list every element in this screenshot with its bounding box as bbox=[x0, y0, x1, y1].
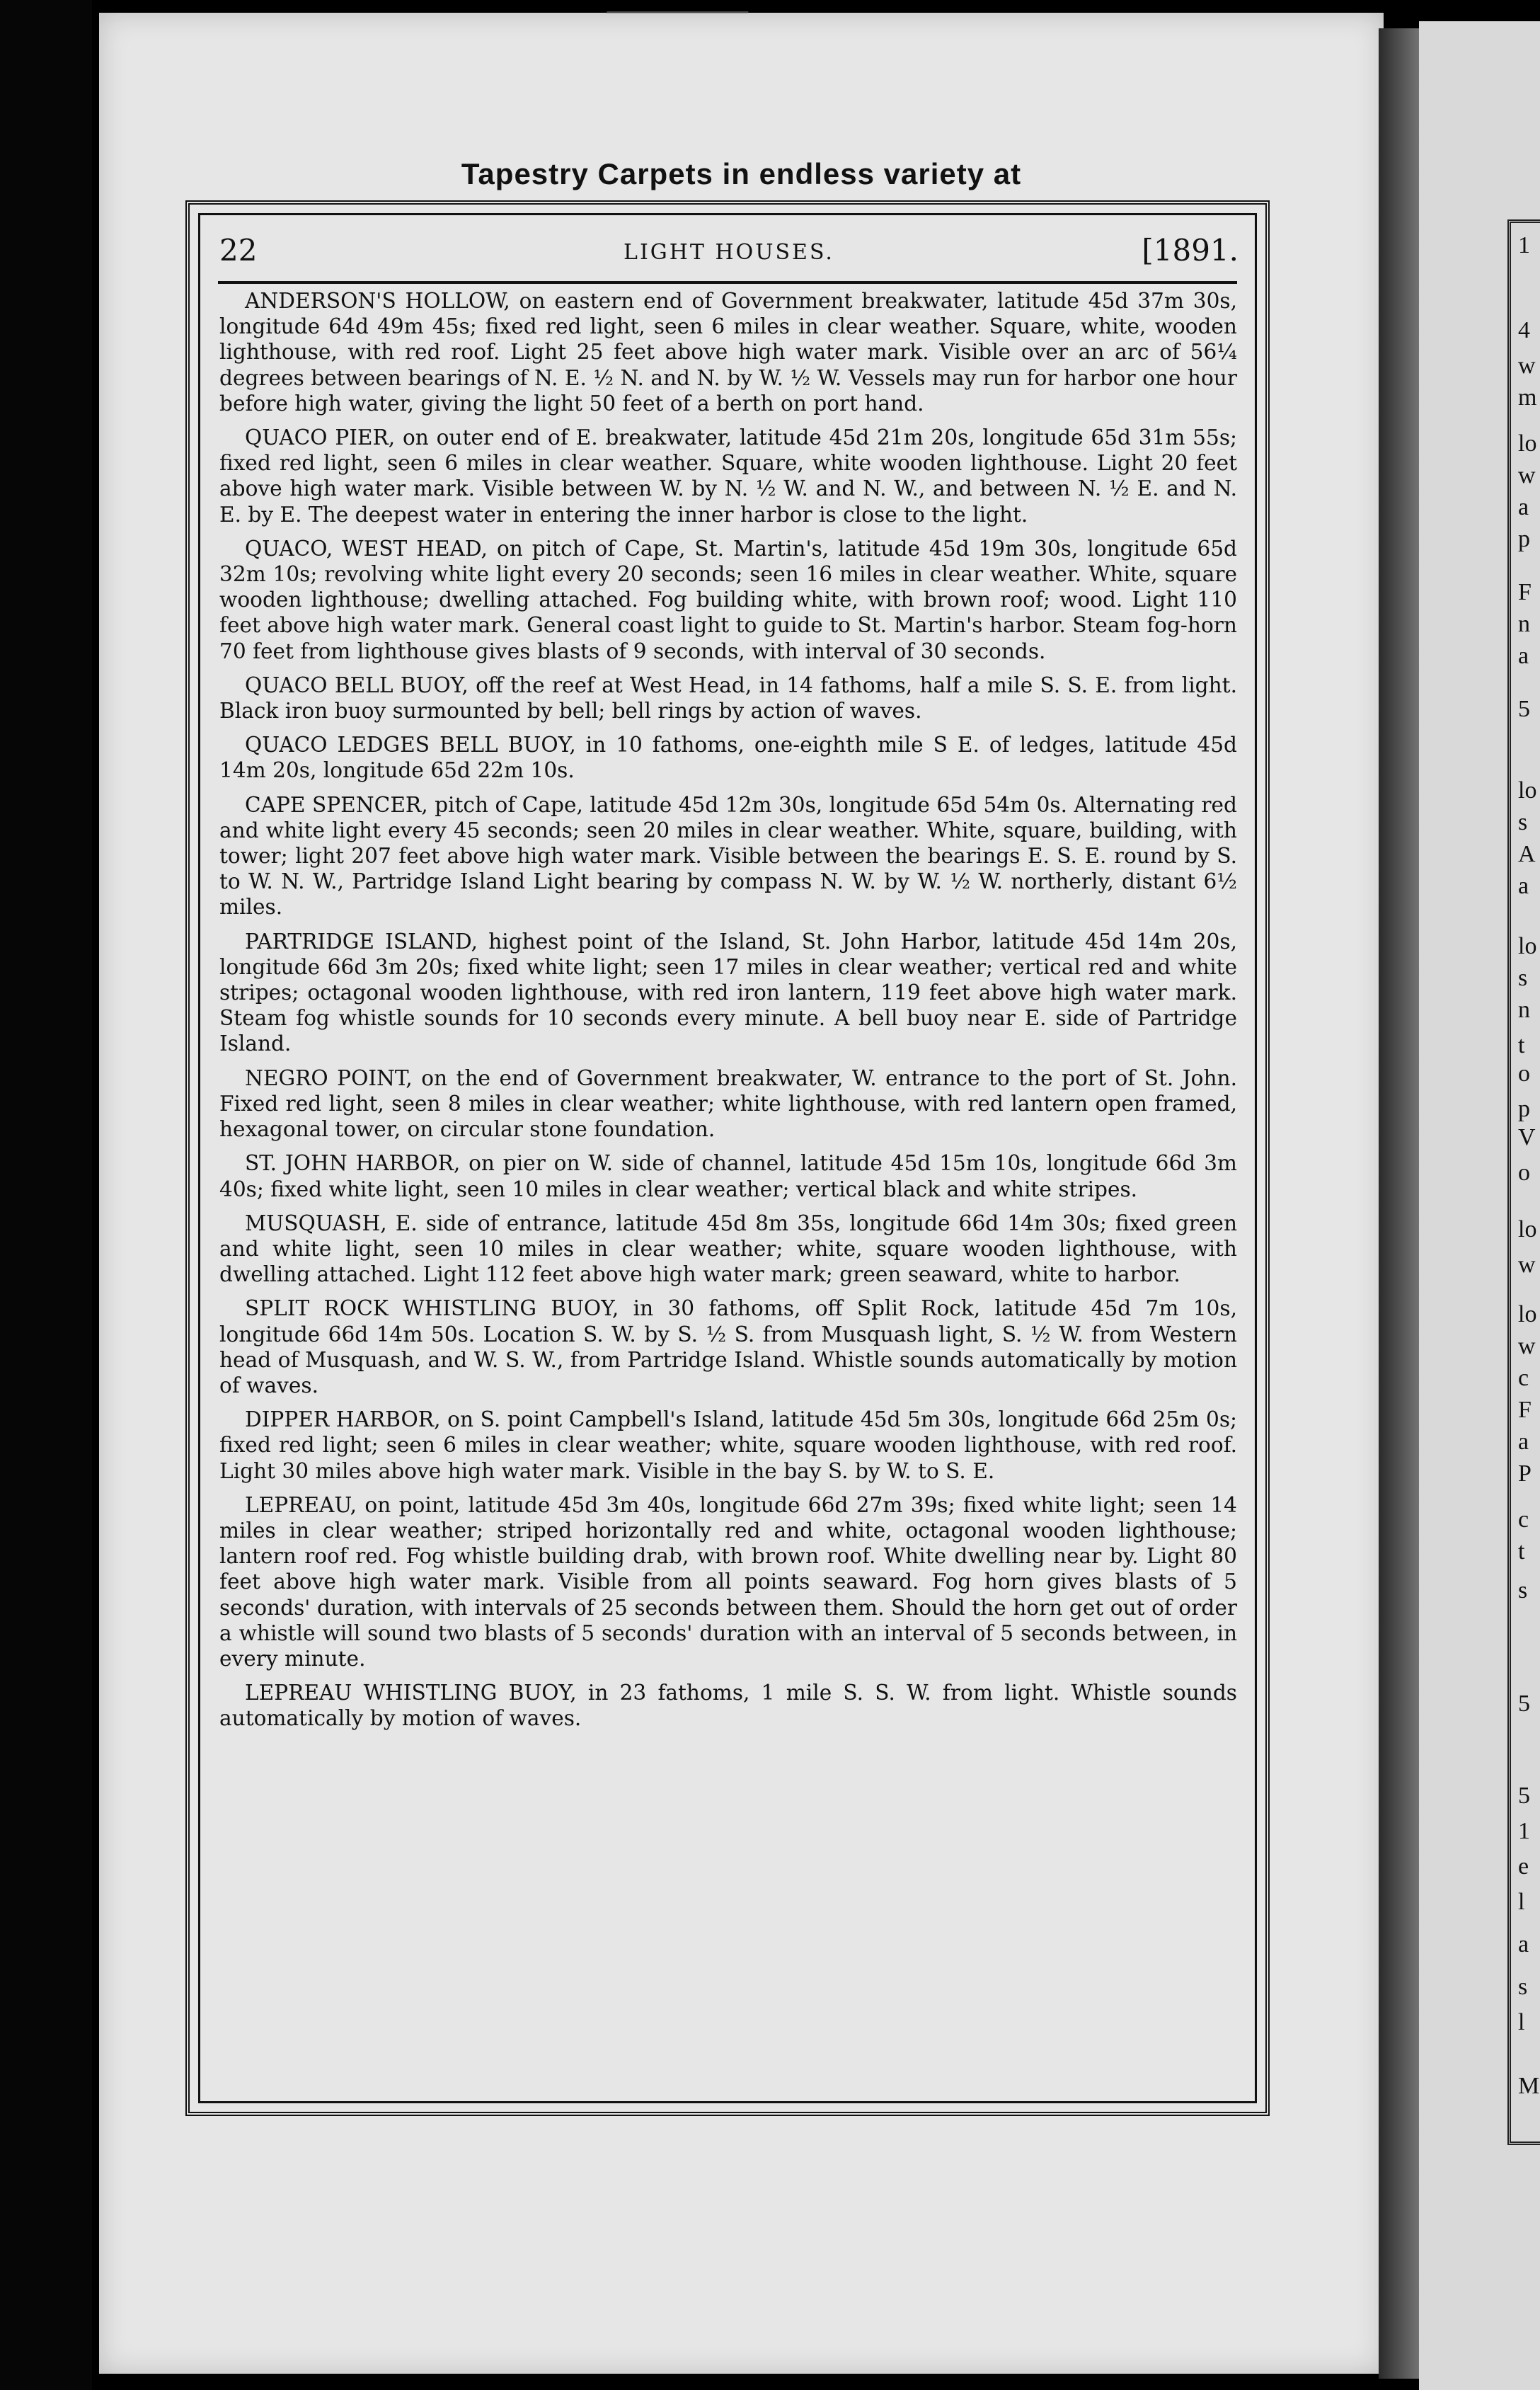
adjacent-page-fragment: o bbox=[1518, 1060, 1530, 1087]
entry-text: on point, latitude 45d 3m 40s, longitude 66d 27m 39s; fixed white light; seen 14 miles in clear weather; striped horizontally red and white, octagonal wooden lighthouse; lantern roof red. Fog whistle building drab, with brown roof. White dwelling near by. Light 80 feet above high water mark. Visible from all points seaward. Fog horn gives blasts of 5 seconds' duration, with intervals of 25 seconds between them. Should the horn get out of order a whistle will sound two blasts of 5 seconds' duration with an interval of 5 seconds between, in every minute. bbox=[219, 1492, 1237, 1671]
adjacent-page-fragment: F bbox=[1518, 579, 1532, 605]
adjacent-page-fragment: t bbox=[1518, 1538, 1525, 1565]
adjacent-page-fragment: p bbox=[1518, 1096, 1530, 1122]
adjacent-page-fragment: lo bbox=[1518, 1301, 1537, 1327]
adjacent-page-fragment: 4 bbox=[1518, 317, 1530, 343]
adjacent-page-fragment: s bbox=[1518, 1577, 1528, 1603]
adjacent-page-fragment: 1 bbox=[1518, 232, 1530, 258]
adjacent-page-fragment: l bbox=[1518, 2009, 1525, 2035]
page-gutter-shadow bbox=[1379, 28, 1421, 2379]
entry-name: LEPREAU WHISTLING BUOY, bbox=[245, 1681, 577, 1705]
adjacent-page-fragment: F bbox=[1518, 1397, 1532, 1423]
entry-text: on the end of Government breakwater, W. entrance to the port of St. John. Fixed red light, seen 8 miles in clear weather; white lighthouse, with red lantern open framed, hexagonal tower, on circular stone foundation. bbox=[219, 1065, 1237, 1142]
adjacent-page-fragment: l bbox=[1518, 1889, 1525, 1915]
lighthouse-entry bbox=[219, 1296, 1237, 1398]
adjacent-page-fragment: M bbox=[1518, 2073, 1540, 2099]
lighthouse-entry bbox=[219, 425, 1237, 527]
adjacent-page-fragment: lo bbox=[1518, 430, 1537, 457]
entry-text: on S. point Campbell's Island, latitude 45d 5m 30s, longitude 66d 25m 0s; fixed red light; seen 6 miles in clear weather; white, square wooden lighthouse, with red roof. Light 30 miles above high water mark. Visible in the bay S. by W. to S. E. bbox=[219, 1407, 1237, 1483]
adjacent-page-fragment: a bbox=[1518, 643, 1529, 669]
adjacent-page-fragment: a bbox=[1518, 494, 1529, 520]
adjacent-page-fragment: A bbox=[1518, 841, 1536, 867]
adjacent-page-fragment: c bbox=[1518, 1365, 1529, 1391]
entry-name: DIPPER HARBOR, bbox=[245, 1407, 441, 1432]
adjacent-page-fragment: P bbox=[1518, 1460, 1532, 1487]
entry-text: in 10 fathoms, one-eighth mile S E. of ledges, latitude 45d 14m 20s, longitude 65d 22m 10s. bbox=[219, 733, 1237, 783]
lighthouse-entry bbox=[219, 673, 1237, 724]
entry-text: pitch of Cape, latitude 45d 12m 30s, longitude 65d 54m 0s. Alternating red and white light every 45 seconds; seen 20 miles in clear weather. White, square, building, with tower; light 207 feet above high water mark. Visible between the bearings E. S. E. round by S. to W. N. W., Partridge Island Light bearing by compass N. W. by W. ½ W. northerly, distant 6½ miles. bbox=[219, 792, 1237, 920]
adjacent-page-fragment: m bbox=[1518, 384, 1537, 411]
entry-name: CAPE SPENCER, bbox=[245, 792, 428, 817]
header-rule bbox=[218, 281, 1237, 284]
lighthouse-entry bbox=[219, 536, 1237, 664]
entry-text: on eastern end of Government breakwater, latitude 45d 37m 30s, longitude 64d 49m 45s; fixed red light, seen 6 miles in clear weather. Square, white, wooden lighthouse, with red roof. Light 25 feet above high water mark. Visible over an arc of 56¼ degrees between bearings of N. E. ½ N. and N. by W. ½ W. Vessels may run for harbor one hour before high water, giving the light 50 feet of a berth on port hand. bbox=[219, 289, 1237, 416]
advertisement-line: Tapestry Carpets in endless variety at bbox=[461, 157, 1022, 190]
adjacent-page-fragment: a bbox=[1518, 1429, 1529, 1455]
pencil-mark bbox=[607, 0, 753, 13]
adjacent-page-fragment: lo bbox=[1518, 933, 1537, 959]
adjacent-page-edge bbox=[1419, 21, 1540, 2390]
entry-name: QUACO PIER, bbox=[245, 425, 396, 450]
adjacent-page-fragment: a bbox=[1518, 873, 1529, 899]
entry-text: on outer end of E. breakwater, latitude 45d 21m 20s, longitude 65d 31m 55s; fixed red light, seen 6 miles in clear weather. Square, white wooden lighthouse. Light 20 feet above high water mark. Visible between W. by N. ½ W. and N. W., and between N. ½ E. and N. E. by E. The deepest water in entering the inner harbor is close to the light. bbox=[219, 425, 1237, 527]
entry-name: LEPREAU, bbox=[245, 1492, 357, 1517]
entry-text: off the reef at West Head, in 14 fathoms, half a mile S. S. E. from light. Black iron buoy surmounted by bell; bell rings by action of waves. bbox=[219, 673, 1237, 724]
lighthouse-entry bbox=[219, 1150, 1237, 1201]
adjacent-page-fragment: s bbox=[1518, 1974, 1528, 2000]
entry-text: in 30 fathoms, off Split Rock, latitude 45d 7m 10s, longitude 66d 14m 50s. Location S. W. by S. ½ S. from Musquash light, S. ½ W. from Western head of Musquash, and W. S. W., from Partridge Island. Whistle sounds automatically by motion of waves. bbox=[219, 1296, 1237, 1397]
entry-text: E. side of entrance, latitude 45d 8m 35s, longitude 66d 14m 30s; fixed green and white light, seen 10 miles in clear weather; white, square wooden lighthouse, with dwelling attached. Light 112 feet above high water mark; green seaward, white to harbor. bbox=[219, 1211, 1237, 1287]
adjacent-page-fragment: w bbox=[1518, 1333, 1536, 1359]
entry-name: ANDERSON'S HOLLOW, bbox=[245, 289, 510, 313]
entry-name: ST. JOHN HARBOR, bbox=[245, 1151, 461, 1176]
adjacent-page-fragment: n bbox=[1518, 997, 1530, 1023]
adjacent-page-fragment: s bbox=[1518, 965, 1528, 991]
entry-text: highest point of the Island, St. John Harbor, latitude 45d 14m 20s, longitude 66d 3m 20s; fixed white light; seen 17 miles in clear weather; vertical red and white stripes; octagonal wooden lighthouse, with red iron lantern, 119 feet above high water mark. Steam fog whistle sounds for 10 seconds every minute. A bell buoy near E. side of Partridge Island. bbox=[219, 929, 1237, 1056]
adjacent-page-fragment: lo bbox=[1518, 1216, 1537, 1242]
entry-name: QUACO BELL BUOY, bbox=[245, 673, 469, 697]
running-title: LIGHT HOUSES. bbox=[624, 240, 834, 265]
page-header bbox=[219, 233, 1239, 274]
lighthouse-entry bbox=[219, 1680, 1237, 1731]
adjacent-page-fragment: w bbox=[1518, 1252, 1536, 1278]
adjacent-page-fragment: c bbox=[1518, 1506, 1529, 1533]
adjacent-page-fragment: e bbox=[1518, 1853, 1529, 1880]
adjacent-page-fragment: 5 bbox=[1518, 1691, 1530, 1717]
entry-name: NEGRO POINT, bbox=[245, 1065, 413, 1090]
adjacent-page-fragment: a bbox=[1518, 1931, 1529, 1957]
adjacent-page-fragment: p bbox=[1518, 526, 1530, 552]
entry-text: on pier on W. side of channel, latitude 45d 15m 10s, longitude 66d 3m 40s; fixed white light, seen 10 miles in clear weather; vertical black and white stripes. bbox=[219, 1151, 1237, 1201]
lighthouse-entry bbox=[219, 1211, 1237, 1288]
lighthouse-entry bbox=[219, 1492, 1237, 1671]
lighthouse-entry bbox=[219, 792, 1237, 920]
scan-background-left bbox=[0, 0, 92, 2390]
lighthouse-entry bbox=[219, 1065, 1237, 1143]
adjacent-page-fragment: 5 bbox=[1518, 1783, 1530, 1809]
page-number: 22 bbox=[219, 233, 258, 268]
adjacent-page-fragment: o bbox=[1518, 1160, 1530, 1186]
entry-text: in 23 fathoms, 1 mile S. S. W. from light. Whistle sounds automatically by motion of waves. bbox=[219, 1681, 1237, 1731]
adjacent-page-fragment: s bbox=[1518, 809, 1528, 835]
adjacent-page-fragment: V bbox=[1518, 1124, 1536, 1150]
adjacent-page-fragment: lo bbox=[1518, 777, 1537, 804]
adjacent-page-fragment: t bbox=[1518, 1032, 1525, 1058]
entry-name: SPLIT ROCK WHISTLING BUOY, bbox=[245, 1296, 619, 1321]
lighthouse-entry bbox=[219, 929, 1237, 1057]
lighthouse-entry bbox=[219, 1407, 1237, 1484]
lighthouse-entry bbox=[219, 732, 1237, 783]
adjacent-page-fragment: 5 bbox=[1518, 696, 1530, 722]
header-year: [1891. bbox=[1142, 233, 1239, 268]
adjacent-page-fragment: n bbox=[1518, 611, 1530, 637]
entry-text: on pitch of Cape, St. Martin's, latitude 45d 19m 30s, longitude 65d 32m 10s; revolving white light every 20 seconds; seen 16 miles in clear weather. White, square wooden lighthouse; dwelling attached. Fog building white, with brown roof; wood. Light 110 feet above high water mark. General coast light to guide to St. Martin's harbor. Steam fog-horn 70 feet from lighthouse gives blasts of 9 seconds, with interval of 30 seconds. bbox=[219, 536, 1237, 663]
entry-name: MUSQUASH, bbox=[245, 1211, 387, 1235]
adjacent-page-fragment: w bbox=[1518, 462, 1536, 488]
entry-name: PARTRIDGE ISLAND, bbox=[245, 929, 478, 954]
entry-name: QUACO, WEST HEAD, bbox=[245, 536, 488, 561]
lighthouse-entry bbox=[219, 288, 1237, 416]
adjacent-page-fragment: 1 bbox=[1518, 1818, 1530, 1844]
lighthouse-entries bbox=[219, 288, 1237, 1740]
page-frame bbox=[185, 200, 1270, 2116]
adjacent-page-fragment: w bbox=[1518, 353, 1536, 379]
entry-name: QUACO LEDGES BELL BUOY, bbox=[245, 733, 576, 757]
